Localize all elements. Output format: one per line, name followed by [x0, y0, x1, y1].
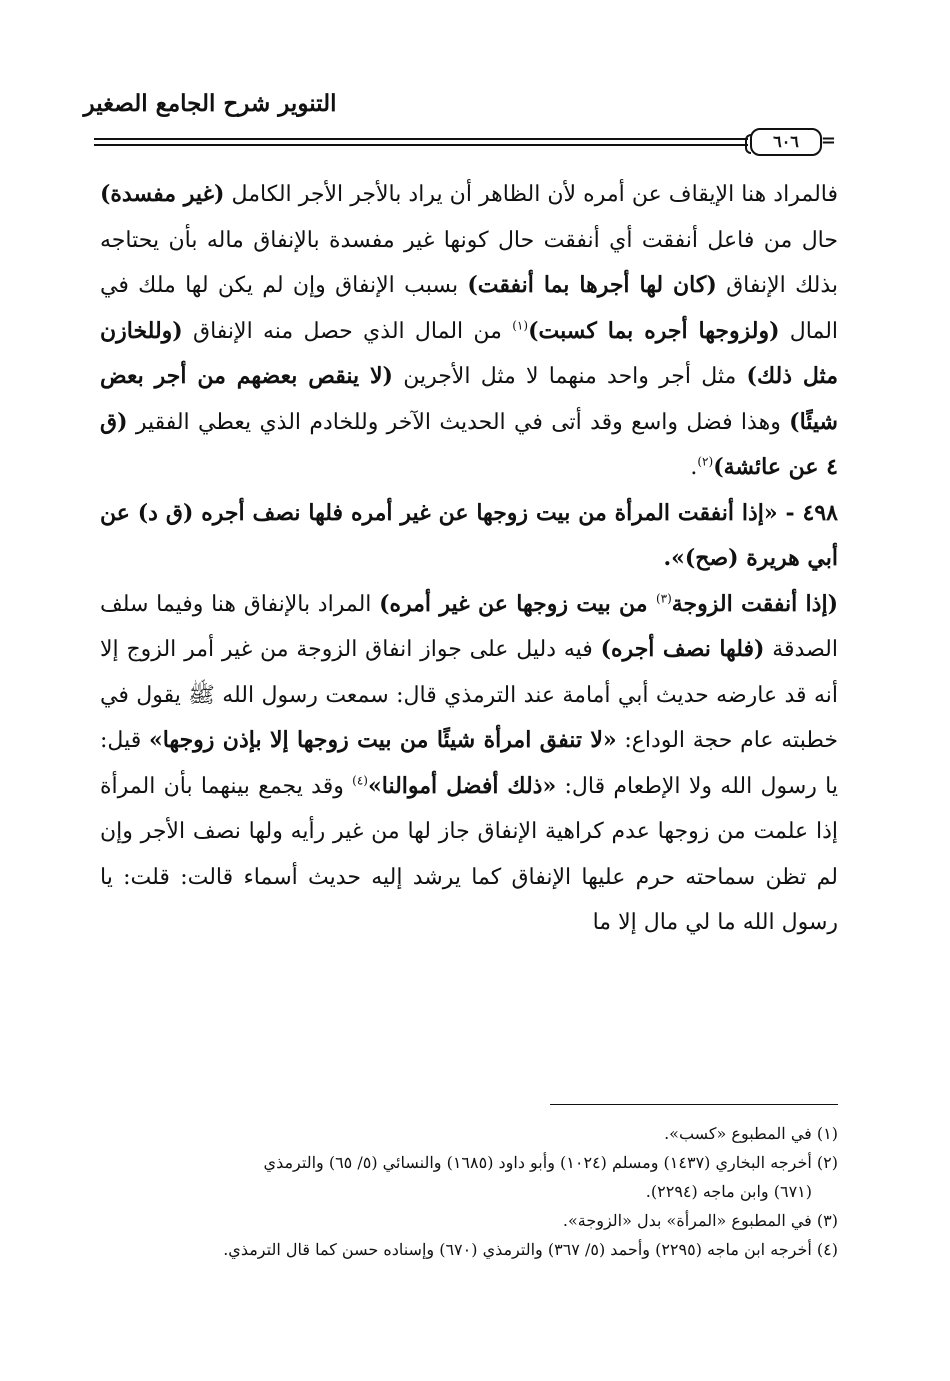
text-run: من المال الذي حصل منه الإنفاق: [182, 318, 513, 344]
text-run: فالمراد هنا الإيقاف عن أمره لأن الظاهر أن يراد بالأجر الأجر الكامل: [224, 182, 838, 207]
text-run: بسبب الإنفاق وإن لم يكن لها ملك في المال: [100, 273, 839, 344]
footnote-ref-1[interactable]: (١): [512, 318, 529, 333]
header-rule-line-bottom: [94, 144, 748, 146]
footnote-1: (١) في المطبوع «كسب».: [664, 1124, 838, 1143]
header-dash-mark: =: [820, 130, 836, 151]
bold-phrase: (إذا أنفقت الزوجة: [671, 590, 838, 617]
text-run: فيه دليل على جواز انفاق الزوجة من غير أمر الزوج إلا أنه قد عارضه حديث أبي أمامة عند الترمذي قال: سمعت رسول الله ﷺ يقول في خطبته عام حجة الوداع:: [100, 637, 838, 753]
bold-phrase: «لا تنفق امرأة شيئًا من بيت زوجها إلا بإذن زوجها»: [148, 727, 617, 753]
footnote-ref-3[interactable]: (٣): [655, 591, 672, 606]
text-run: وقد يجمع بينهما بأن المرأة إذا علمت من زوجها عدم كراهية الإنفاق جاز لها من غير رأيه ولها نصف الأجر وإن لم تظن سماحته حرم عليها الإنفاق كما يرشد إليه حديث أسماء قالت: قلت: يا رسول الله ما لي مال إلا ما: [100, 773, 838, 935]
text-run: وهذا فضل واسع وقد أتى في الحديث الآخر وللخادم الذي يعطي الفقير: [127, 409, 790, 435]
bold-phrase: (ق ٤ عن عائشة): [100, 408, 838, 480]
paragraph-commentary-2: [100, 582, 838, 946]
footnote-2-continued: (٦٧١) وابن ماجه (٢٢٩٤).: [645, 1182, 812, 1201]
text-run: مثل أجر واحد منهما لا مثل الأجرين: [392, 364, 747, 389]
bold-phrase: (وللخازن مثل ذلك): [100, 317, 838, 389]
header-rule: [94, 128, 836, 154]
hadith-498: [100, 491, 838, 582]
footnote-3: (٣) في المطبوع «المرأة» بدل «الزوجة».: [562, 1211, 838, 1230]
bold-phrase: (ولزوجها أجره بما كسبت): [528, 317, 780, 344]
bold-phrase: (غير مفسدة): [100, 181, 225, 207]
bold-phrase: (فلها نصف أجره): [600, 636, 765, 662]
page-number: ٦٠٦: [750, 128, 822, 156]
running-title: التنوير شرح الجامع الصغير: [83, 90, 337, 117]
bold-phrase: «ذلك أفضل أموالنا»: [367, 772, 557, 799]
bold-phrase: (لا ينقص بعضهم من أجر بعض شيئًا): [100, 363, 838, 435]
footnote-separator: [550, 1104, 838, 1105]
header-rule-line-top: [94, 138, 748, 140]
footnotes: [100, 1119, 838, 1264]
footnote-ref-2[interactable]: (٢): [697, 454, 714, 469]
text-run: قيل: يا رسول الله ولا الإطعام قال:: [100, 728, 838, 799]
footnote-ref-4[interactable]: (٤): [352, 773, 368, 788]
bold-phrase: من بيت زوجها عن غير أمره): [379, 590, 656, 617]
text-run: حال من فاعل أنفقت أي أنفقت حال كونها غير مفسدة بالإنفاق ماله بأن يحتاجه بذلك الإنفاق: [100, 227, 838, 298]
text-run: .: [690, 455, 698, 480]
footnote-4: (٤) أخرجه ابن ماجه (٢٢٩٥) وأحمد (٥/ ٣٦٧) والترمذي (٦٧٠) وإسناده حسن كما قال الترمذي.: [223, 1240, 838, 1259]
paragraph-commentary-1: [100, 172, 838, 491]
hadith-text: ٤٩٨ - «إذا أنفقت المرأة من بيت زوجها عن غير أمره فلها نصف أجره (ق د) عن أبي هريرة (صح)».: [100, 499, 838, 571]
text-run: المراد بالإنفاق هنا وفيما سلف الصدقة: [100, 591, 838, 662]
bold-phrase: (كان لها أجرها بما أنفقت): [467, 272, 717, 298]
main-text: [100, 172, 838, 946]
footnote-2: (٢) أخرجه البخاري (١٤٣٧) ومسلم (١٠٢٤) وأبو داود (١٦٨٥) والنسائي (٥/ ٦٥) والترمذي: [263, 1153, 838, 1172]
